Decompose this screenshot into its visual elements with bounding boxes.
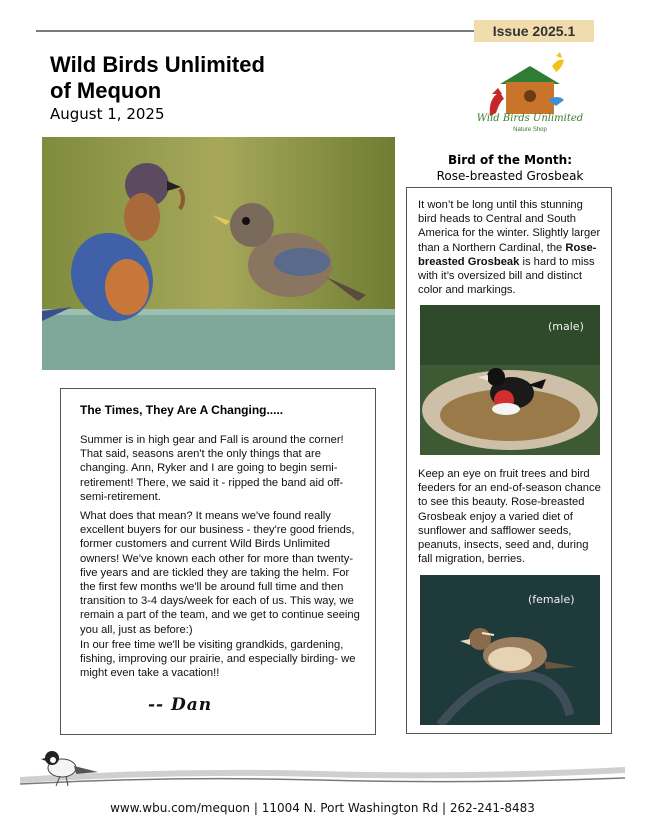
bird-of-month-tips: Keep an eye on fruit trees and bird feeders for an end-of-season chance to see this beauty. Rose-breasted Grosbeak enjoy a varied diet of sunflower and safflower seeds, peanuts, insects, seed and, during fall migration, berries. xyxy=(418,468,601,566)
female-label: (female) xyxy=(528,593,575,606)
title-line-2: of Mequon xyxy=(50,78,162,103)
signature: -- Dan xyxy=(148,695,213,715)
top-divider xyxy=(36,30,476,32)
logo-wordmark: Wild Birds Unlimited xyxy=(476,113,584,124)
chickadee-illustration xyxy=(20,744,625,794)
article-paragraph-3: In our free time we'll be visiting grandkids, gardening, fishing, improving our prairie, and especially birding- we might even take a vacation!! xyxy=(80,639,356,680)
intro-text-end: is hard to miss with it’s oversized bill and distinct color and markings. xyxy=(418,255,595,297)
article-paragraph-1: Summer is in high gear and Fall is around the corner! That said, seasons aren't the only things that are changing. Ann, Ryker and I are going to begin semi-retirement! There, we said it - ripped the band aid off- semi-retirement. xyxy=(80,434,344,503)
title-line-1: Wild Birds Unlimited xyxy=(50,52,265,77)
footer-contact: www.wbu.com/mequon | 11004 N. Port Washington Rd | 262-241-8483 xyxy=(110,801,535,815)
issue-badge: Issue 2025.1 xyxy=(474,20,594,42)
intro-text-start: It won’t be long until this stunning bird heads to Central and South America for the winter. Slightly larger than a Northern Cardinal, the xyxy=(418,199,601,254)
bird-of-month-heading: Bird of the Month: xyxy=(448,153,572,167)
intro-bird-name: Rose-breasted Grosbeak xyxy=(418,241,597,268)
logo-subtext: Nature Shop xyxy=(513,127,547,133)
article-paragraph-2: What does that mean? It means we've found really excellent buyers for our business - they're good friends, former customers and current Wild Birds Unlimited owners! We've known each other for more than twenty-five years and are tickled they are taking the helm. For the first few months we'll be around full time and then transition to 3-4 days/week for each of us. This way, we remain a part of the team, and we get to continue seeing you all, just as before:) xyxy=(80,510,360,636)
bird-of-month-name: Rose-breasted Grosbeak xyxy=(436,169,584,183)
newsletter-title xyxy=(50,52,380,104)
female-grosbeak-photo xyxy=(420,575,600,725)
bird-of-month-intro xyxy=(418,198,604,297)
article-title: The Times, They Are A Changing..... xyxy=(80,403,284,417)
issue-date: August 1, 2025 xyxy=(50,105,165,123)
bluebird-feeding-photo xyxy=(42,137,395,370)
male-grosbeak-photo xyxy=(420,305,600,455)
male-label: (male) xyxy=(548,320,584,333)
